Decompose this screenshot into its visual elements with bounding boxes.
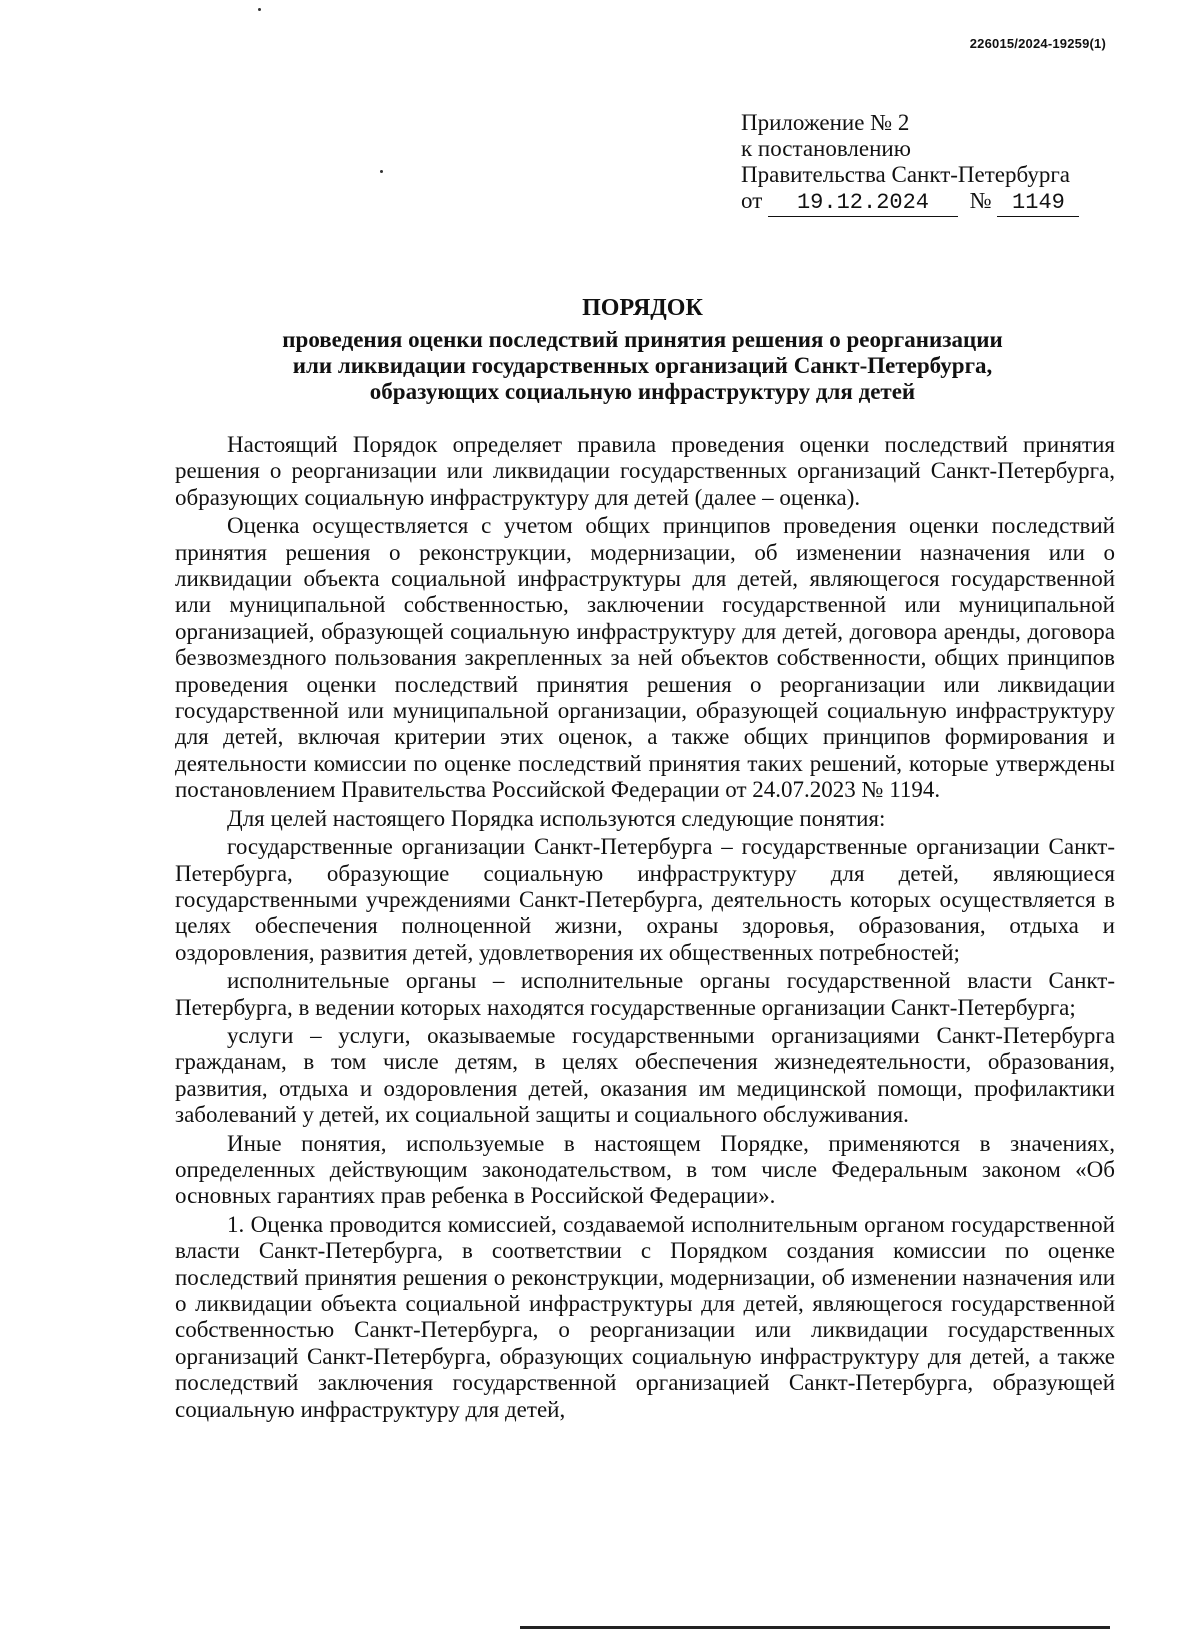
title-line-2: или ликвидации государственных организаций Санкт-Петербурга, [292,353,993,378]
number-prefix: № [969,188,992,213]
number-value: 1149 [1012,190,1065,215]
appendix-title: Приложение № 2 [741,110,910,135]
paragraph: Иные понятия, используемые в настоящем Порядке, применяются в значениях, определенных действующим законодательством, в том числе Федеральным законом «Об основных гарантиях прав ребенка в Российской Федерации». [175,1130,1115,1209]
appendix-date-line [741,188,1079,217]
date-field [768,188,958,217]
title-main: ПОРЯДОК [582,295,703,321]
document-registration-number: 226015/2024-19259(1) [969,36,1106,51]
document-body [175,432,1115,1423]
date-prefix: от [741,188,763,213]
appendix-ref: к постановлению [741,136,911,161]
paragraph: Настоящий Порядок определяет правила проведения оценки последствий принятия решения о реорганизации или ликвидации государственных организаций Санкт-Петербурга, образующих социальную инфраструктуру для детей (далее – оценка). [175,432,1115,510]
scan-speck [258,8,261,11]
paragraph: услуги – услуги, оказываемые государственными организациями Санкт-Петербурга гражданам, в том числе детям, в целях обеспечения жизнедеятельности, образования, развития, отдыха и оздоровления детей, оказания им медицинской помощи, профилактики заболеваний у детей, их социальной защиты и социального обслуживания. [175,1022,1115,1128]
number-field [997,188,1079,217]
paragraph: 1. Оценка проводится комиссией, создаваемой исполнительным органом государственной власти Санкт-Петербурга, в соответствии с Порядком создания комиссии по оценке последствий принятия решения о реконструкции, модернизации, об изменении назначения или о ликвидации объекта социальной инфраструктуры для детей, являющегося государственной собственностью Санкт-Петербурга, о реорганизации или ликвидации государственных организаций Санкт-Петербурга, образующих социальную инфраструктуру для детей, а также последствий заключения государственной организацией Санкт-Петербурга, образующей социальную инфраструктуру для детей, [175,1211,1115,1422]
scan-speck [380,170,383,173]
paragraph: исполнительные органы – исполнительные органы государственной власти Санкт-Петербурга, в ведении которых находятся государственные организации Санкт-Петербурга; [175,968,1115,1020]
title-line-3: образующих социальную инфраструктуру для детей [369,379,916,404]
paragraph: Оценка осуществляется с учетом общих принципов проведения оценки последствий принятия решения о реконструкции, модернизации, об изменении назначения или о ликвидации объекта социальной инфраструктуры для детей, являющегося государственной или муниципальной собственностью, заключении государственной или муниципальной организацией, образующей социальную инфраструктуру для детей, договора аренды, договора безвозмездного пользования закрепленных за ней объектов собственности, общих принципов проведения оценки последствий принятия решения о реорганизации или ликвидации государственной или муниципальной организации, образующей социальную инфраструктуру для детей, включая критерии этих оценок, а также общих принципов формирования и деятельности комиссии по оценке последствий принятия таких решений, которые утверждены постановлением Правительства Российской Федерации от 24.07.2023 № 1194. [175,513,1115,803]
appendix-block [741,110,1079,217]
title-line-1: проведения оценки последствий принятия решения о реорганизации [282,327,1003,352]
paragraph: государственные организации Санкт-Петербурга – государственные организации Санкт-Петербурга, образующие социальную инфраструктуру для детей, являющиеся государственными учреждениями Санкт-Петербурга, деятельность которых осуществляется в целях обеспечения полноценной жизни, охраны здоровья, образования, отдыха и оздоровления, развития детей, удовлетворения их общественных потребностей; [175,834,1115,965]
paragraph: Для целей настоящего Порядка используются следующие понятия: [227,805,886,831]
scan-edge-line [520,1626,1110,1629]
document-title [170,295,1115,405]
appendix-authority: Правительства Санкт-Петербурга [741,162,1070,187]
date-value: 19.12.2024 [796,190,930,215]
